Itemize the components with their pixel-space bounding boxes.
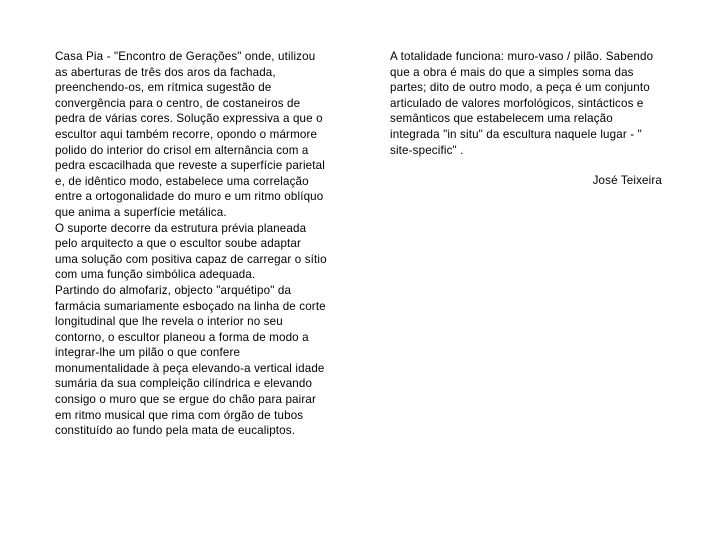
paragraph-totalidade: A totalidade funciona: muro-vaso / pilão. Sabendo que a obra é mais do que a simples soma das partes; dito de outro modo, a peça é um conjunto articulado de valores morfológicos, sintácticos e semânticos que estabelecem uma relação integrada "in situ" da escultura naquele lugar - " site-specific" . bbox=[390, 50, 654, 157]
paragraph-suporte: O suporte decorre da estrutura prévia planeada pelo arquitecto a que o escultor soube adaptar uma solução com positiva capaz de carregar o sítio com uma função simbólica adequada. bbox=[55, 221, 327, 282]
right-text-column bbox=[390, 49, 662, 189]
author-signature: José Teixeira bbox=[592, 174, 662, 188]
paragraph-almofariz: Partindo do almofariz, objecto "arquétipo" da farmácia sumariamente esboçado na linha de corte longitudinal que lhe revela o interior no seu contorno, o escultor planeou a forma de modo a integrar-lhe um pilão o que confere monumentalidade à peça elevando-a vertical idade sumária da sua compleição cilíndrica e elevando consigo o muro que se ergue do chão para pairar em ritmo musical que rima com órgão de tubos constituído ao fundo pela mata de eucaliptos. bbox=[55, 283, 326, 438]
paragraph-casa-pia: Casa Pia - "Encontro de Gerações" onde, utilizou as aberturas de três dos aros da fachada, preenchendo-os, em rítmica sugestão de convergência para o centro, de costaneiros de pedra de várias cores. Solução expressiva a que o escultor aqui também recorre, opondo o mármore polido do interior do crisol em alternância com a pedra escacilhada que reveste a superfície parietal e, de idêntico modo, estabelece uma correlação entre a ortogonalidade do muro e um ritmo oblíquo que anima a superfície metálica. bbox=[55, 50, 325, 219]
left-text-column bbox=[55, 49, 327, 439]
